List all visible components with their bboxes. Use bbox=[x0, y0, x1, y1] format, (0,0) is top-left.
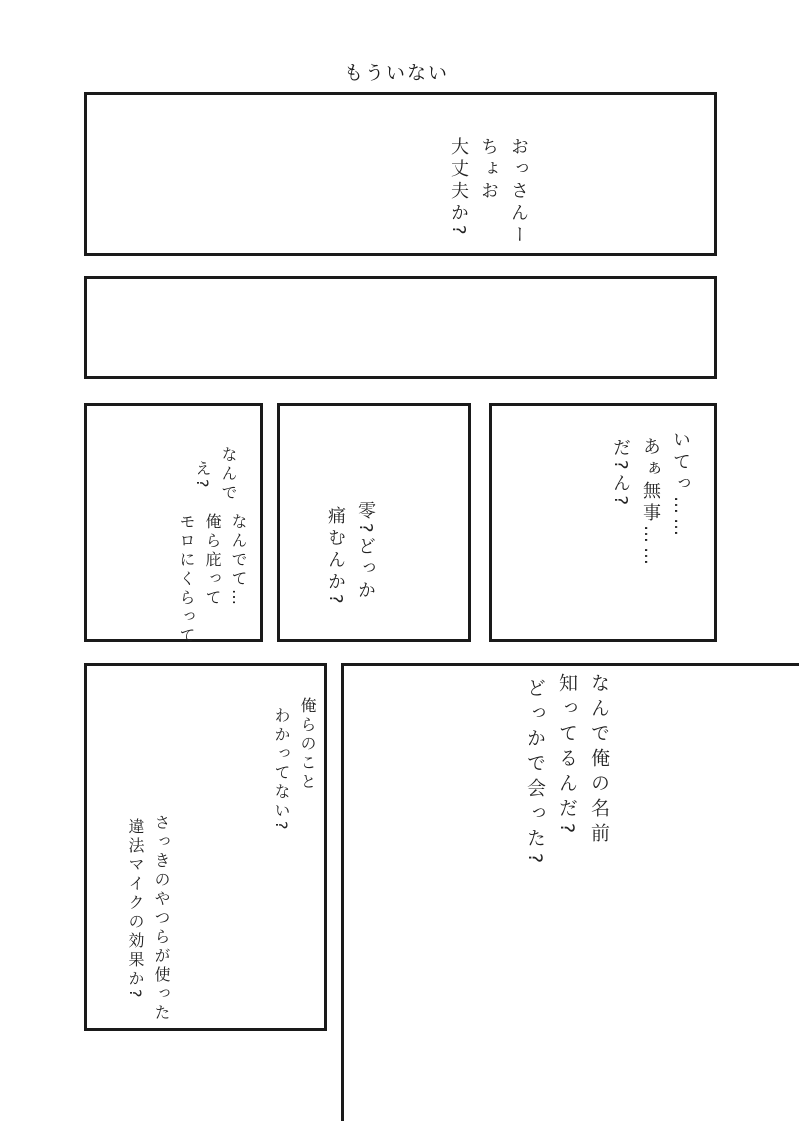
speech-mid-left-1 bbox=[189, 446, 241, 503]
speech-column: 大丈夫か? bbox=[448, 137, 469, 239]
speech-bottom-left-1 bbox=[268, 697, 320, 833]
panel-second-wide bbox=[84, 276, 717, 379]
speech-column: 俺らのこと bbox=[298, 697, 317, 792]
speech-mid-center bbox=[320, 501, 380, 608]
speech-column: どっかで会った? bbox=[524, 678, 546, 870]
speech-column: おっさんー bbox=[508, 137, 529, 247]
speech-column: 痛むんか? bbox=[325, 506, 346, 608]
panel-top-wide bbox=[84, 92, 717, 256]
speech-column: 俺ら庇って bbox=[203, 513, 222, 608]
speech-column: なんで俺の名前 bbox=[588, 673, 610, 848]
speech-column: ちょお bbox=[478, 137, 499, 203]
speech-column: わかってない? bbox=[272, 707, 291, 833]
speech-column: 知ってるんだ? bbox=[556, 673, 578, 840]
speech-column: モロにくらって bbox=[177, 513, 196, 646]
speech-mid-right bbox=[605, 430, 695, 569]
speech-column: え? bbox=[193, 460, 212, 491]
speech-top-wide bbox=[443, 137, 533, 247]
speech-bottom-right bbox=[519, 673, 615, 869]
speech-mid-left-2 bbox=[173, 513, 251, 646]
speech-column: あぁ無事…… bbox=[640, 437, 661, 569]
speech-column: だ?ん? bbox=[610, 438, 631, 510]
speech-column: 零?どっか bbox=[355, 501, 376, 603]
speech-column: さっきのやつらが使った bbox=[152, 814, 171, 1023]
speech-bottom-left-2 bbox=[122, 814, 174, 1023]
page-title: もういない bbox=[344, 62, 450, 84]
speech-column: なんで bbox=[219, 446, 238, 503]
speech-column: いてっ…… bbox=[670, 430, 691, 540]
speech-column: なんでて… bbox=[229, 513, 248, 608]
speech-column: 違法マイクの効果か? bbox=[126, 818, 145, 1001]
